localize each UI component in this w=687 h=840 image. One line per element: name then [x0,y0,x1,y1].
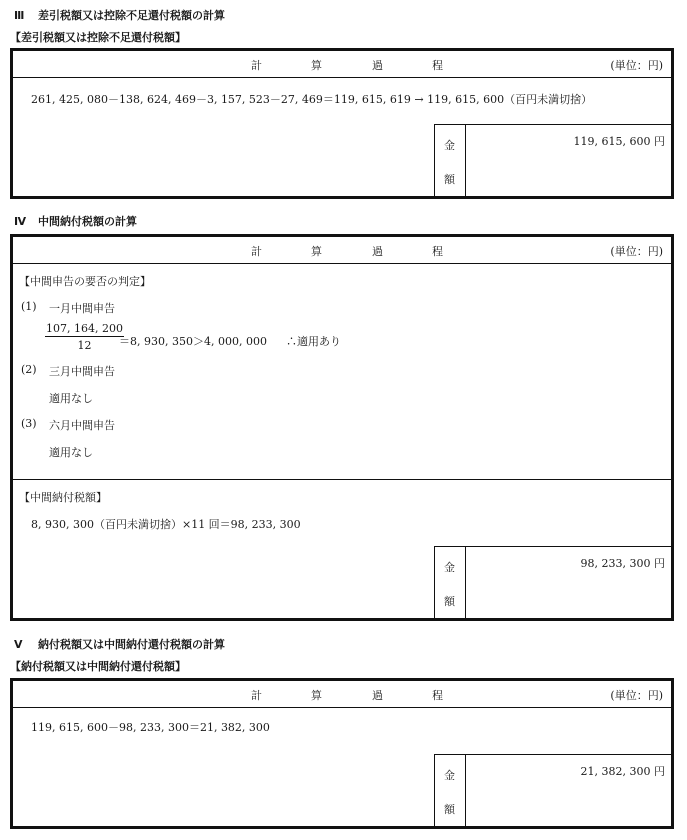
header-katei-2: 程 [432,59,443,72]
section-3-subtitle: 【差引税額又は控除不足還付税額】 [10,31,186,44]
section-4-table [10,234,674,621]
header-katei-1: 過 [372,689,383,702]
item-3-number: (3) [21,417,37,430]
header-katei-2: 程 [432,689,443,702]
fraction-numerator: 107, 164, 200 [46,322,123,335]
section-3-amount-value: 119, 615, 600 円 [573,135,665,148]
section-3-number: Ⅲ [14,9,25,22]
fraction-result: ＝8, 930, 350＞4, 000, 000 [119,335,267,348]
amount-label-gaku: 額 [444,803,455,816]
section-3-title: 差引税額又は控除不足還付税額の計算 [38,9,225,22]
amount-label-gaku: 額 [444,173,455,186]
section-5-subtitle: 【納付税額又は中間納付還付税額】 [10,660,186,673]
item-2-number: (2) [21,363,37,376]
section-5-formula: 119, 615, 600－98, 233, 300＝21, 382, 300 [31,721,270,734]
section-5-table-header [13,681,671,708]
section-3-heading [14,7,225,23]
item-1-label: 一月中間申告 [49,302,115,315]
amount-label-column [435,755,466,826]
header-katei-1: 過 [372,59,383,72]
amount-label-gaku: 額 [444,595,455,608]
section-4-table-header [13,237,671,264]
paid-title: 【中間納付税額】 [19,491,107,504]
paid-formula: 8, 930, 300（百円未満切捨）×11 回＝98, 233, 300 [31,518,301,531]
section-4-title: 中間納付税額の計算 [38,215,137,228]
section-5-number: Ⅴ [14,638,23,651]
section-4-heading [14,213,137,229]
header-keisan-1: 計 [251,689,262,702]
judge-title: 【中間申告の要否の判定】 [19,275,151,288]
item-2-label: 三月中間申告 [49,365,115,378]
header-keisan-1: 計 [251,59,262,72]
header-unit: (単位：円) [610,689,663,702]
amount-label-kin: 金 [444,561,455,574]
item-3-result: 適用なし [49,446,93,459]
amount-label-kin: 金 [444,769,455,782]
therefore-applicable: ∴適用あり [286,335,341,348]
section-3-table [10,48,674,199]
item-3-label: 六月中間申告 [49,419,115,432]
amount-label-kin: 金 [444,139,455,152]
section-4-number: Ⅳ [14,215,27,228]
section-5-heading [14,636,225,652]
section-5-amount-cell [434,754,671,826]
section-3-amount-cell [434,124,671,196]
amount-label-column [435,547,466,618]
fraction-denominator: 12 [77,339,92,352]
header-katei-2: 程 [432,245,443,258]
section-4-amount-value: 98, 233, 300 円 [580,557,665,570]
header-keisan-1: 計 [251,245,262,258]
header-keisan-2: 算 [311,689,322,702]
header-unit: (単位：円) [610,59,663,72]
header-keisan-2: 算 [311,59,322,72]
fraction [45,322,124,352]
amount-label-column [435,125,466,196]
item-2-result: 適用なし [49,392,93,405]
header-keisan-2: 算 [311,245,322,258]
section-3-formula: 261, 425, 080－138, 624, 469－3, 157, 523－27, 469＝119, 615, 619 → 119, 615, 600（百円未満切捨） [31,93,593,106]
section-3-table-header [13,51,671,78]
section-5-amount-value: 21, 382, 300 円 [580,765,665,778]
item-1-number: (1) [21,300,37,313]
section-4-divider [13,479,671,480]
section-4-amount-cell [434,546,671,618]
header-katei-1: 過 [372,245,383,258]
header-unit: (単位：円) [610,245,663,258]
section-5-table [10,678,674,829]
section-5-title: 納付税額又は中間納付還付税額の計算 [38,638,225,651]
